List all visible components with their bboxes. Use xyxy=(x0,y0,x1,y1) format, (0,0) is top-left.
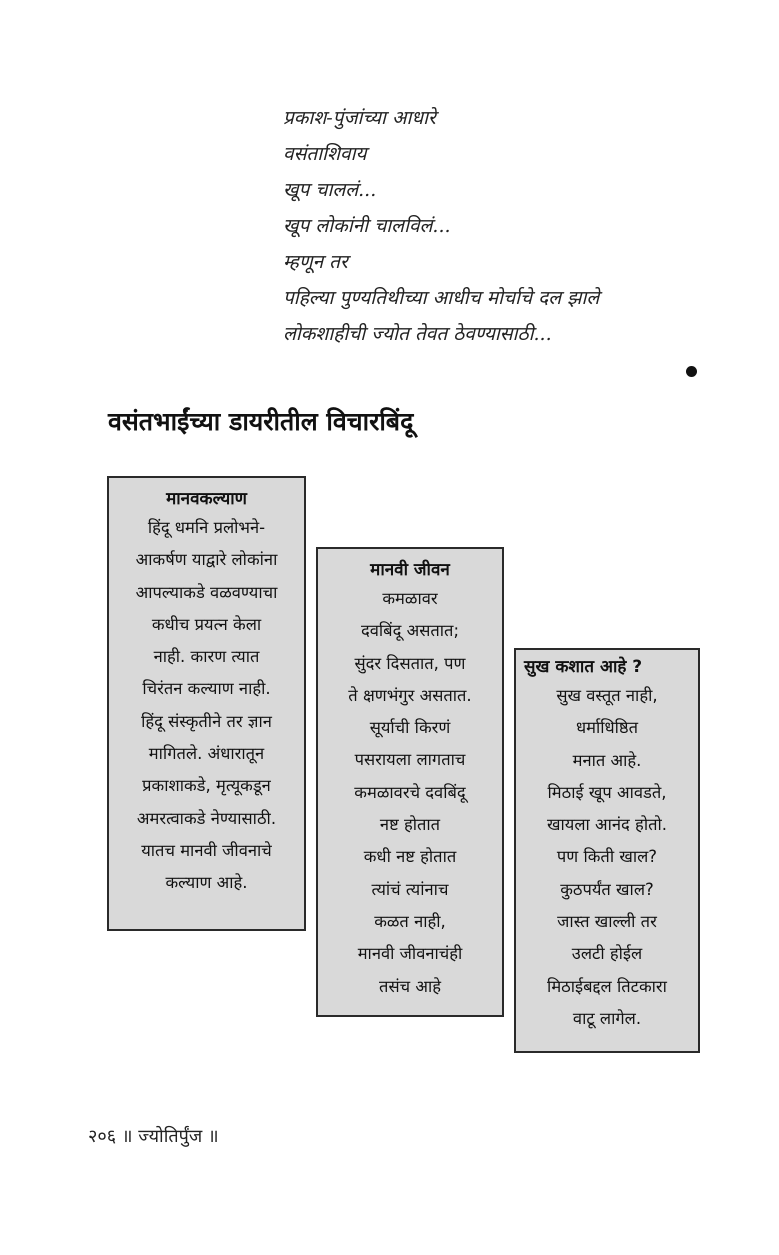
box-line: कधी नष्ट होतात xyxy=(363,847,457,867)
box-line: पण किती खाल? xyxy=(556,847,658,867)
box-line: कमळावर xyxy=(382,589,438,608)
box-line: कळत नाही, xyxy=(374,911,446,931)
box-line: खायला आनंद होतो. xyxy=(546,815,668,835)
box-line: चिरंतन कल्याण नाही. xyxy=(142,679,271,699)
box-title: मानवकल्याण xyxy=(166,489,247,509)
box-line: तसंच आहे xyxy=(379,976,441,996)
poem-line: वसंताशिवाय xyxy=(283,143,367,165)
box-line: आपल्याकडे वळवण्याचा xyxy=(135,582,278,602)
thought-box-manavkalyan xyxy=(107,476,306,931)
box-line: दवबिंदू असतात; xyxy=(360,621,460,641)
box-line: त्यांचं त्यांनाच xyxy=(371,879,449,899)
box-line: मिठाई खूप आवडते, xyxy=(547,782,667,802)
page-footer: २०६ ॥ ज्योतिर्पुंज ॥ xyxy=(88,1126,219,1147)
end-bullet xyxy=(686,366,697,377)
poem-line: पहिल्या पुण्यतिथीच्या आधीच मोर्चाचे दल झाले xyxy=(283,287,600,309)
box-line: सुख वस्तूत नाही, xyxy=(556,686,658,705)
box-title: मानवी जीवन xyxy=(370,560,450,580)
box-line: सूर्याची किरणं xyxy=(369,718,451,738)
box-line: उलटी होईल xyxy=(571,944,643,964)
box-line: आकर्षण याद्वारे लोकांना xyxy=(135,550,278,570)
box-line: कल्याण आहे. xyxy=(165,873,248,893)
box-line: मनात आहे. xyxy=(572,750,642,770)
poem-line: खूप चाललं... xyxy=(283,179,377,201)
poem-line: प्रकाश-पुंजांच्या आधारे xyxy=(283,107,436,129)
box-line: कुठपर्यंत खाल? xyxy=(560,879,654,899)
box-line: धर्माधिष्ठित xyxy=(575,718,639,738)
box-line: नाही. कारण त्यात xyxy=(153,647,260,667)
section-heading: वसंतभाईंच्या डायरीतील विचारबिंदू xyxy=(108,407,414,436)
poem-line: खूप लोकांनी चालविलं... xyxy=(283,215,451,237)
box-line: अमरत्वाकडे नेण्यासाठी. xyxy=(136,808,277,828)
box-line: प्रकाशाकडे, मृत्यूकडून xyxy=(142,776,271,796)
box-line: यातच मानवी जीवनाचे xyxy=(141,840,272,860)
thought-box-sukh xyxy=(514,648,700,1053)
thought-box-manavi-jeevan xyxy=(316,547,504,1017)
box-line: मागितले. अंधारातून xyxy=(148,744,265,764)
box-title: सुख कशात आहे ? xyxy=(524,657,643,677)
box-line: मानवी जीवनाचंही xyxy=(357,944,463,964)
box-line: हिंदू संस्कृतीने तर ज्ञान xyxy=(141,711,272,731)
box-line: कधीच प्रयत्न केला xyxy=(151,614,262,634)
box-line: वाटू लागेल. xyxy=(572,1008,642,1028)
box-line: पसरायला लागताच xyxy=(354,750,466,770)
box-line: नष्ट होतात xyxy=(379,815,441,835)
box-line: कमळावरचे दवबिंदू xyxy=(354,782,466,802)
box-line: हिंदू धमनि प्रलोभने- xyxy=(147,518,266,537)
box-line: मिठाईबद्दल तिटकारा xyxy=(547,976,667,996)
box-line: सुंदर दिसतात, पण xyxy=(354,653,466,673)
poem-line: म्हणून तर xyxy=(283,251,348,273)
poem xyxy=(283,100,599,352)
box-line: जास्त खाल्ली तर xyxy=(557,912,657,932)
box-line: ते क्षणभंगुर असतात. xyxy=(348,685,472,705)
poem-line: लोकशाहीची ज्योत तेवत ठेवण्यासाठी... xyxy=(283,323,552,345)
